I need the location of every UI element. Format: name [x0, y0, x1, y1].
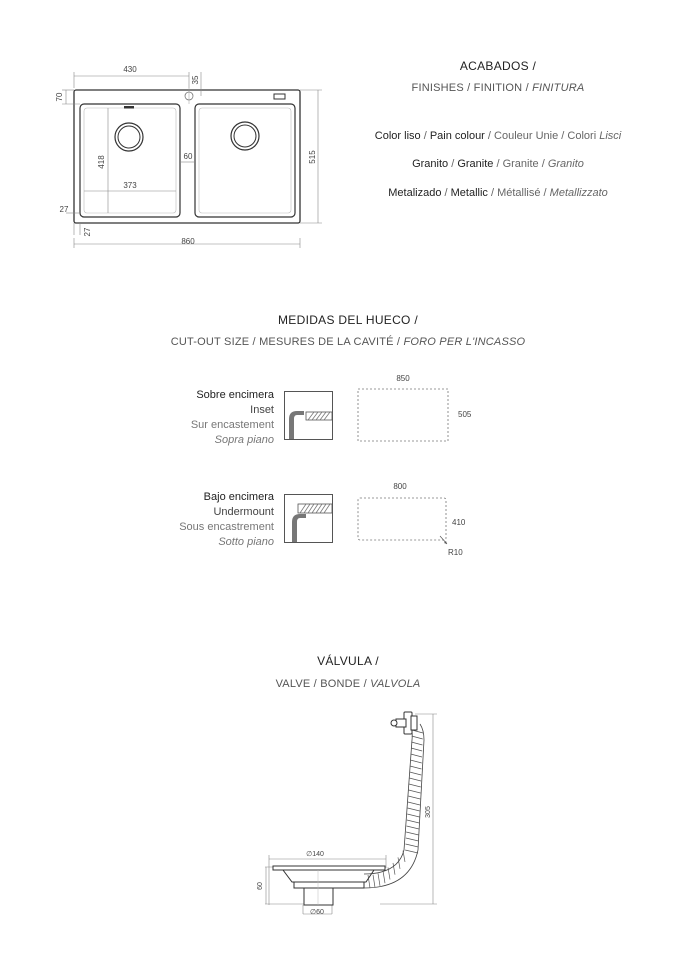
sink-technical-drawing: [50, 60, 340, 260]
finishes-title-text: ACABADOS: [459, 59, 529, 73]
dim-418: 418: [97, 155, 106, 169]
inset-height: 505: [458, 410, 472, 419]
undermount-labels: Bajo encimera Undermount Sous encastrement Sotto piano: [179, 491, 274, 548]
valve-dim-top-diameter: ∅140: [306, 851, 324, 858]
valve-dim-depth: 60: [257, 882, 264, 890]
undermount-icon: [284, 494, 334, 544]
dim-60: 60: [183, 152, 193, 161]
dim-430: 430: [123, 65, 137, 74]
valve-dim-height: 305: [425, 806, 432, 818]
finish-line-metallic: Metalizado / Metallic / Métallisé / Metallizzato: [388, 187, 608, 199]
dim-27-bottom: 27: [83, 227, 92, 237]
valve-drawing: [250, 705, 450, 935]
valve-flange: [273, 866, 385, 870]
valve-subtitle: VALVE / BONDE / VALVOLA: [275, 678, 421, 690]
finishes-title: ACABADOS /: [459, 59, 537, 73]
dim-860: 860: [181, 237, 195, 246]
inset-icon: [284, 391, 334, 441]
finishes-subtitle: FINISHES / FINITION / FINITURA: [411, 82, 585, 94]
right-bowl: [195, 104, 295, 217]
dim-70: 70: [55, 92, 64, 102]
cutout-title: MEDIDAS DEL HUECO /: [278, 313, 418, 327]
undermount-height: 410: [452, 518, 466, 527]
dim-515: 515: [308, 150, 317, 164]
inset-cutout-diagram: [350, 368, 490, 448]
valve-dim-bottom-diameter: ∅60: [310, 909, 324, 916]
finish-line-plain: Color liso / Pain colour / Couleur Unie / Colori Lisci: [374, 130, 622, 142]
cutout-subtitle: CUT-OUT SIZE / MESURES DE LA CAVITÉ / FORO PER L'INCASSO: [170, 336, 526, 348]
undermount-width: 800: [393, 482, 407, 491]
dim-27-left: 27: [59, 205, 69, 214]
finish-line-granite: Granito / Granite / Granite / Granito: [412, 158, 584, 170]
valve-hose: [364, 724, 412, 874]
left-drain: [115, 123, 143, 151]
valve-title: VÁLVULA /: [317, 654, 379, 668]
undermount-radius: R10: [448, 548, 463, 557]
dim-373: 373: [123, 181, 137, 190]
left-bowl: [80, 104, 180, 217]
valve-outlet: [304, 888, 333, 905]
inset-labels: Sobre encimera Inset Sur encastement Sopra piano: [190, 389, 274, 446]
dim-35: 35: [191, 75, 200, 85]
undermount-cutout-diagram: [350, 478, 490, 568]
inset-width: 850: [396, 374, 410, 383]
right-drain: [231, 122, 259, 150]
